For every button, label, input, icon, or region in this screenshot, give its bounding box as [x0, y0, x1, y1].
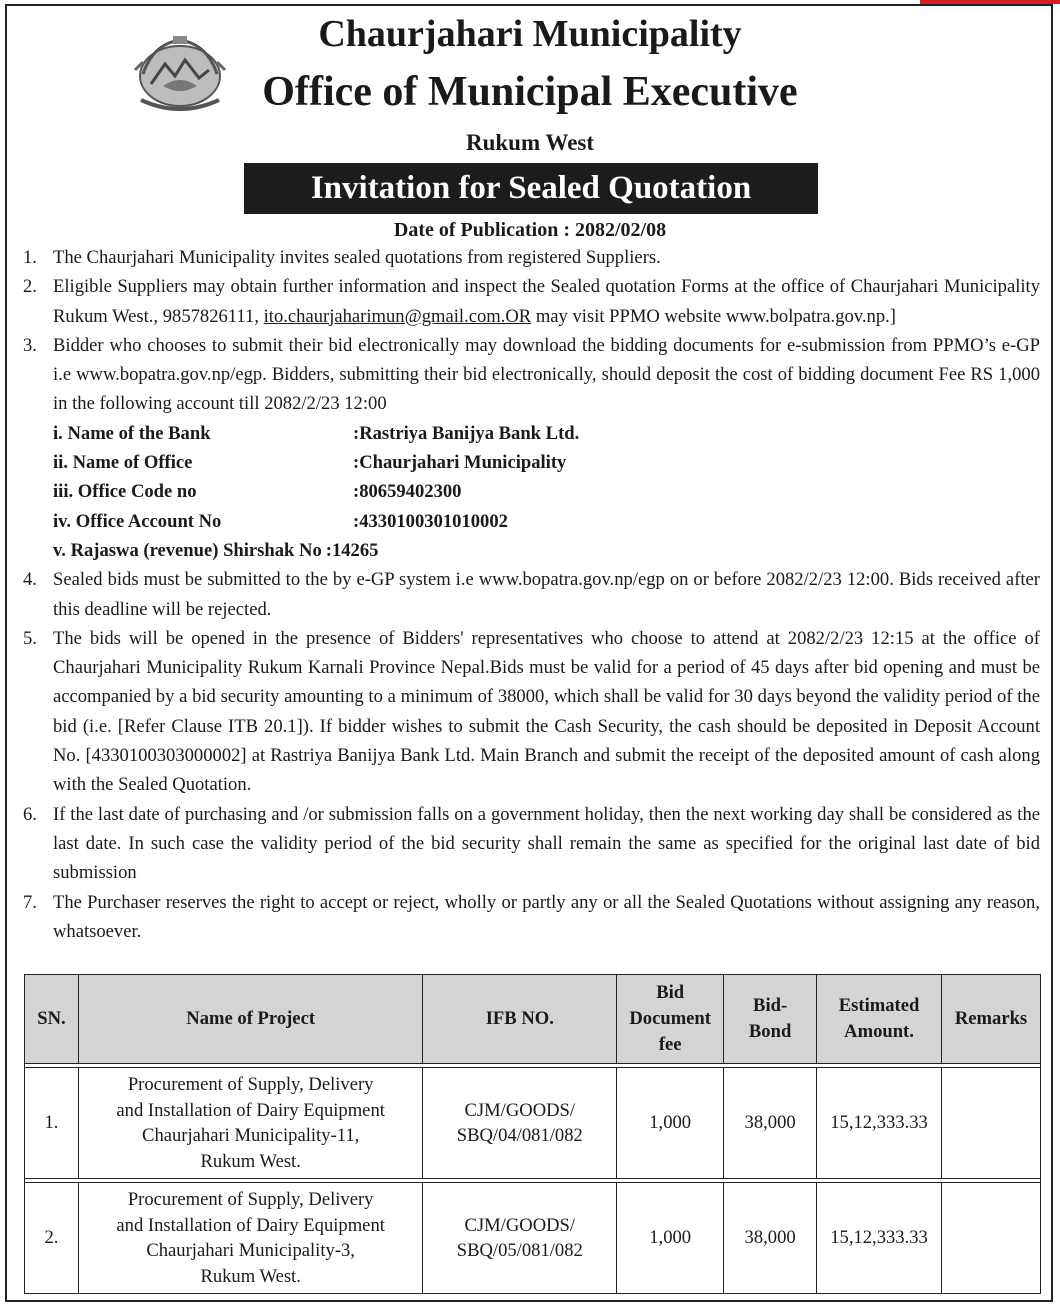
clause-text: Sealed bids must be submitted to the by e-GP system i.e www.bopatra.gov.np/egp on or before 2082/2/23 12:00. Bids received after this deadline will be rejected. [53, 569, 1040, 620]
header-line: Bid- [753, 995, 788, 1016]
notice-body [23, 243, 1040, 946]
header-line: fee [658, 1034, 682, 1055]
district-subtitle: Rukum West [465, 130, 595, 155]
cell-fee: 1,000 [617, 1183, 724, 1294]
header-line: Document [629, 1008, 711, 1029]
ifb-line: SBQ/05/081/082 [456, 1240, 583, 1261]
table-header-row [25, 975, 1041, 1064]
account-label: ii. Name of Office [53, 452, 193, 474]
account-value: :4330100301010002 [353, 510, 508, 532]
clause-1 [23, 243, 1040, 272]
col-header-amount [817, 975, 942, 1064]
account-value: :Chaurjahari Municipality [353, 452, 567, 474]
account-label: iv. Office Account No [53, 510, 222, 532]
cell-fee: 1,000 [617, 1068, 724, 1179]
header-line: Bond [748, 1021, 792, 1042]
project-line: Chaurjahari Municipality-11, [142, 1125, 360, 1146]
notice-banner: Invitation for Sealed Quotation [244, 163, 818, 214]
ifb-line: CJM/GOODS/ [464, 1099, 576, 1121]
table-row [25, 1183, 1041, 1294]
account-row [23, 536, 1040, 565]
project-line: Procurement of Supply, Delivery [127, 1074, 374, 1095]
clause-number: 2. [23, 276, 37, 298]
clause-text: Eligible Suppliers may obtain further information and inspect the Sealed quotation Forms at the office of Chaurjahari Municipality Rukum West., 9857826111, [53, 276, 1040, 327]
cell-ifb [423, 1183, 617, 1294]
col-header-bond [724, 975, 817, 1064]
cell-remarks [942, 1068, 1041, 1179]
clause-4 [23, 565, 1040, 624]
publication-date: Date of Publication : 2082/02/08 [393, 219, 667, 241]
project-line: Chaurjahari Municipality-3, [146, 1240, 355, 1261]
ifb-line: SBQ/04/081/082 [456, 1125, 583, 1146]
account-row [23, 419, 1040, 448]
cell-project [78, 1183, 422, 1294]
clause-2 [23, 272, 1040, 331]
account-value: :Rastriya Banijya Bank Ltd. [353, 422, 580, 444]
cell-project [78, 1068, 422, 1179]
clause-text: If the last date of purchasing and /or submission falls on a government holiday, then the next working day shall be considered as the last date. In such case the validity period of the bid security shall remain the same as specified for the original last date of bid submission [53, 803, 1040, 884]
clause-5 [23, 624, 1040, 800]
cell-amount: 15,12,333.33 [817, 1068, 942, 1179]
clause-number: 7. [23, 891, 37, 913]
cell-sn: 1. [25, 1068, 79, 1179]
account-row [23, 477, 1040, 506]
clause-text: The Purchaser reserves the right to accept or reject, wholly or partly any or all the Sealed Quotations without assigning any reason, whatsoever. [53, 891, 1040, 942]
col-header-remarks: Remarks [942, 975, 1041, 1064]
clause-text: The bids will be opened in the presence of Bidders' representatives who choose to attend at 2082/2/23 12:15 at the office of Chaurjahari Municipality Rukum Karnali Province Nepal.Bids must be valid for a period of 45 days after bid opening and must be accompanied by a bid security amounting to a minimum of 38000, which shall be valid for 30 days beyond the validity period of the bid (i.e. [Refer Clause ITB 20.1]). If bidder wishes to submit the Cash Security, the cash should be deposited in Deposit Account No. [4330100303000002] at Rastriya Banijya Bank Ltd. Main Branch and submit the receipt of the deposited amount of cash along with the Sealed Quotation. [53, 627, 1040, 796]
cell-sn: 2. [25, 1183, 79, 1294]
cell-amount: 15,12,333.33 [817, 1183, 942, 1294]
header-line: Bid [656, 982, 685, 1003]
clause-number: 5. [23, 627, 37, 649]
clause-number: 3. [23, 334, 37, 356]
nepal-emblem-icon [133, 34, 227, 114]
clause-text: Bidder who chooses to submit their bid electronically may download the bidding documents for e-submission from PPMO’s e-GP i.e www.bopatra.gov.np/egp. Bidders, submitting their bid electronically, should deposit the cost of bidding document Fee RS 1,000 in the following account till 2082/2/23 12:00 [53, 334, 1040, 415]
ifb-line: CJM/GOODS/ [464, 1214, 576, 1236]
clause-3 [23, 331, 1040, 419]
cell-ifb [423, 1068, 617, 1179]
project-line: and Installation of Dairy Equipment [116, 1214, 385, 1236]
cell-bond: 38,000 [724, 1068, 817, 1179]
clause-number: 6. [23, 803, 37, 825]
account-value: :80659402300 [353, 481, 462, 503]
projects-table [24, 974, 1041, 1294]
project-line: Procurement of Supply, Delivery [127, 1189, 374, 1210]
header-line: Amount. [844, 1021, 914, 1042]
table-row [25, 1068, 1041, 1179]
col-header-fee [617, 975, 724, 1064]
municipality-title: Chaurjahari Municipality [318, 13, 742, 55]
cell-bond: 38,000 [724, 1183, 817, 1294]
col-header-sn: SN. [25, 975, 79, 1064]
col-header-project: Name of Project [78, 975, 422, 1064]
col-header-ifb: IFB NO. [423, 975, 617, 1064]
account-row [23, 507, 1040, 536]
clause-number: 1. [23, 247, 37, 268]
clause-text: The Chaurjahari Municipality invites sealed quotations from registered Suppliers. [53, 247, 661, 268]
account-value: :14265 [325, 539, 379, 561]
project-line: Rukum West. [200, 1150, 301, 1172]
email-link[interactable]: ito.chaurjaharimun@gmail.com.OR [263, 305, 532, 327]
project-line: Rukum West. [200, 1265, 301, 1287]
clause-6 [23, 800, 1040, 888]
clause-text: may visit PPMO website www.bolpatra.gov.np.] [531, 305, 896, 327]
account-row [23, 448, 1040, 477]
header-line: Estimated [838, 995, 920, 1016]
office-title: Office of Municipal Executive [262, 69, 798, 115]
account-label: iii. Office Code no [53, 481, 197, 503]
project-line: and Installation of Dairy Equipment [116, 1099, 385, 1121]
account-label: i. Name of the Bank [53, 422, 211, 444]
clause-number: 4. [23, 569, 37, 591]
account-label: v. Rajaswa (revenue) Shirshak No [53, 539, 322, 561]
clause-7 [23, 888, 1040, 947]
cell-remarks [942, 1183, 1041, 1294]
